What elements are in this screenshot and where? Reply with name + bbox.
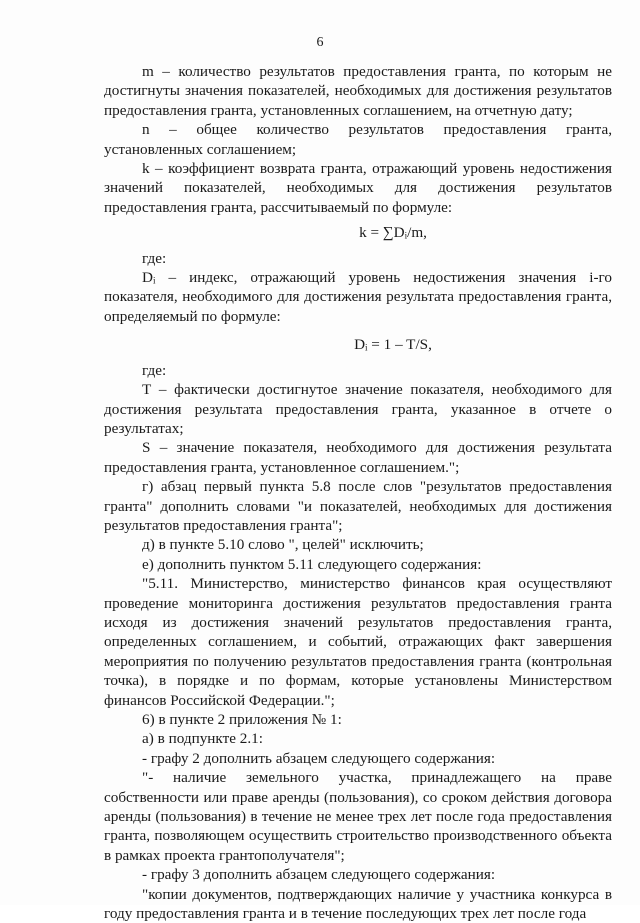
paragraph-column-2: - графу 2 дополнить абзацем следующего содержания: [142, 749, 496, 767]
document-body [104, 62, 612, 923]
paragraph-item-e: е) дополнить пунктом 5.11 следующего содержания: [142, 555, 482, 573]
paragraph-column-3: - графу 3 дополнить абзацем следующего содержания: [142, 866, 496, 884]
where-label: где: [142, 361, 167, 379]
paragraph-item-a: а) в подпункте 2.1: [142, 730, 263, 748]
paragraph-m-definition: m – количество результатов предоставления гранта, по которым не достигнуты значения показателей, необходимых для достижения результатов предоставления гранта, установленных соглашением, на отчетную дату; [104, 63, 612, 119]
paragraph-item-d: д) в пункте 5.10 слово ", целей" исключить; [142, 536, 424, 554]
page-number: 6 [316, 35, 324, 50]
paragraph-t-definition: Т – фактически достигнутое значение показателя, необходимого для достижения результата предоставления гранта, указанное в отчете о результатах; [104, 381, 612, 437]
where-label: где: [142, 249, 167, 267]
formula-k: k = ∑Dᵢ/m, [359, 224, 427, 242]
paragraph-di-definition: Dᵢ – индекс, отражающий уровень недостижения значения i-го показателя, необходимого для достижения результата предоставления гранта, определяемый по формуле: [104, 269, 612, 325]
paragraph-item-6: 6) в пункте 2 приложения № 1: [142, 711, 342, 728]
formula-di: Dᵢ = 1 – T/S, [354, 336, 432, 354]
paragraph-land-plot: "- наличие земельного участка, принадлежащего на праве собственности или праве аренды (пользования), со сроком действия договора аренды (пользования) в течение не менее трех лет после года предоставления гранта, позволяющем осуществить строительство производственного объекта в рамках проекта грантополучателя"; [104, 769, 612, 864]
paragraph-k-definition: k – коэффициент возврата гранта, отражающий уровень недостижения значений показателей, необходимых для достижения результатов предоставления гранта, рассчитываемый по формуле: [104, 160, 612, 216]
paragraph-n-definition: n – общее количество результатов предоставления гранта, установленных соглашением; [104, 121, 612, 158]
paragraph-documents-copies: "копии документов, подтверждающих наличие у участника конкурса в году предоставления гранта и в течение последующих трех лет после года [104, 885, 612, 923]
paragraph-item-g: г) абзац первый пункта 5.8 после слов "результатов предоставления гранта" дополнить словами "и показателей, необходимых для достижения результатов предоставления гранта"; [104, 478, 612, 534]
paragraph-s-definition: S – значение показателя, необходимого для достижения результата предоставления гранта, установленное соглашением."; [104, 439, 612, 476]
paragraph-clause-5-11: "5.11. Министерство, министерство финансов края осуществляют проведение мониторинга достижения результатов предоставления гранта исходя из достижения значений результатов предоставления гранта, определенных соглашением, и событий, отражающих факт завершения мероприятия по получению результатов предоставления гранта (контрольная точка), в порядке и по формам, которые установлены Министерством финансов Российской Федерации."; [104, 575, 612, 709]
